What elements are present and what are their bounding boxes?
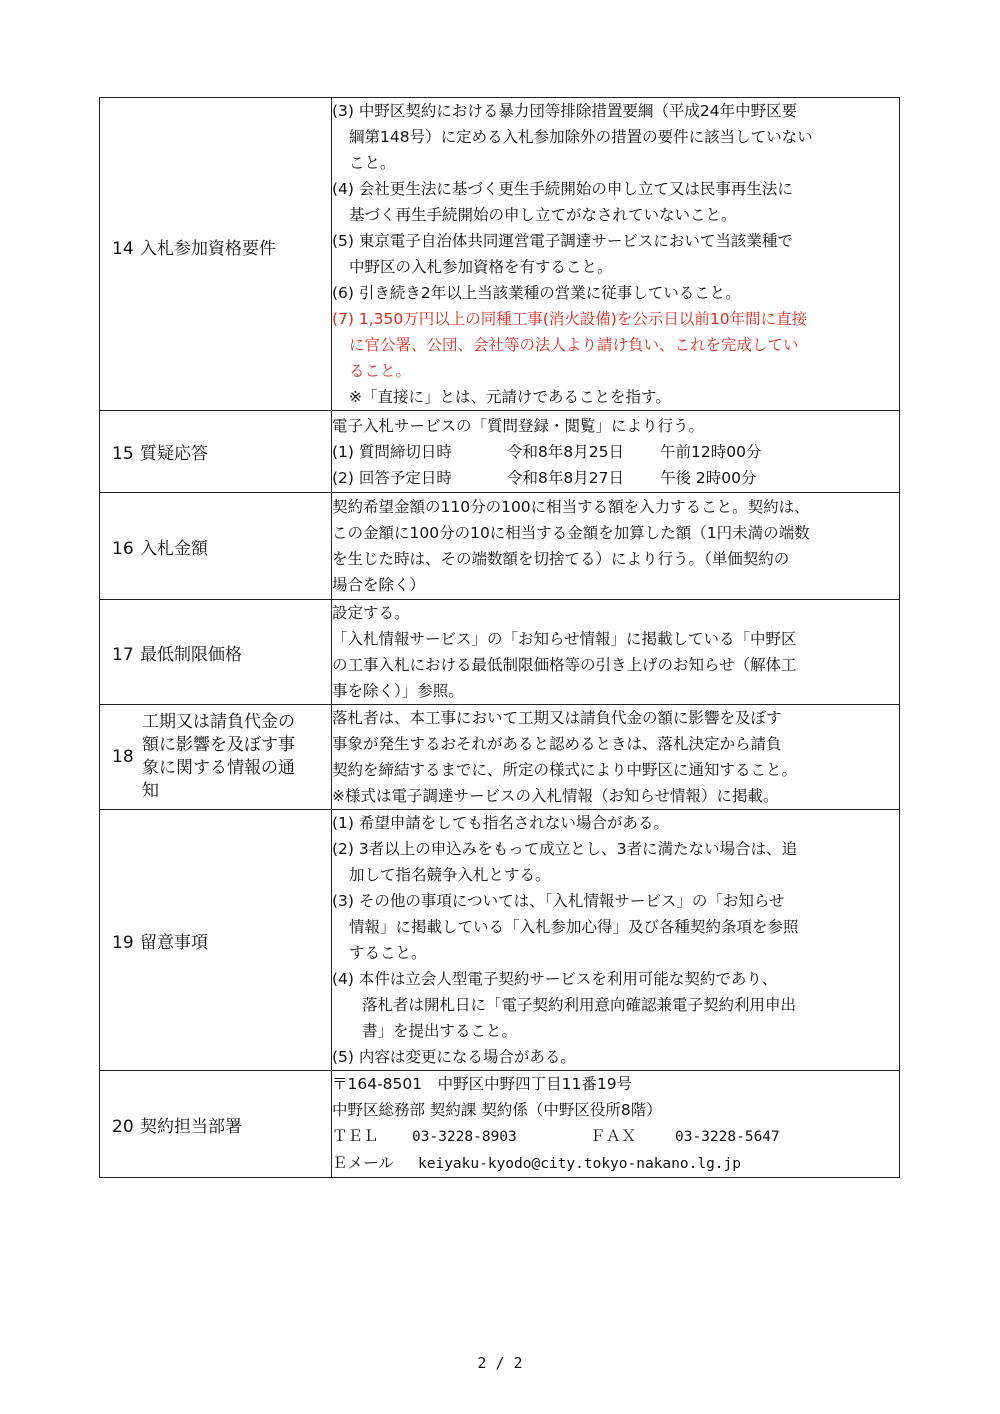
- text-line: 設定する。: [332, 604, 410, 622]
- schedule-date: 令和8年8月25日: [507, 442, 624, 461]
- row-number: 17: [112, 644, 134, 665]
- row-content: [332, 493, 900, 600]
- text-line: 書」を提出すること。: [362, 1022, 518, 1040]
- row-label: [100, 600, 332, 705]
- row-number: 19: [112, 932, 134, 953]
- row-number: 14: [112, 239, 134, 259]
- text-line: 中野区の入札参加資格を有すること。: [349, 258, 613, 276]
- fax-number: 03-3228-5647: [675, 1129, 780, 1145]
- row-number: 15: [112, 444, 134, 464]
- schedule-line: [332, 465, 899, 491]
- row-label: [100, 411, 332, 493]
- text-line: を生じた時は、その端数額を切捨てる）により行う。（単価契約の: [332, 550, 790, 568]
- email-address[interactable]: keiyaku-kyodo@city.tokyo-nakano.lg.jp: [418, 1156, 742, 1172]
- text-line: 情報」に掲載している「入札参加心得」及び各種契約条項を参照: [349, 918, 799, 936]
- schedule-time: 午前12時00分: [660, 442, 762, 461]
- text-line: (5) 内容は変更になる場合がある。: [332, 1048, 576, 1066]
- email-label: Ｅメール: [332, 1154, 394, 1172]
- text-line: (1) 希望申請をしても指名されない場合がある。: [332, 814, 669, 832]
- row-label: [100, 705, 332, 810]
- tel-number: 03-3228-8903: [412, 1129, 517, 1145]
- text-line: (2) 3者以上の申込みをもって成立とし、3者に満たない場合は、追: [332, 840, 798, 858]
- text-line: この金額に100分の10に相当する金額を加算した額（1円未満の端数: [332, 524, 810, 542]
- text-line: 「入札情報サービス」の「お知らせ情報」に掲載している「中野区: [332, 630, 797, 648]
- phone-fax-line: [332, 1123, 899, 1150]
- row-title: 入札参加資格要件: [140, 239, 276, 259]
- text-line: 場合を除く）: [332, 576, 426, 594]
- table-row: [100, 810, 900, 1071]
- row-label: [100, 98, 332, 411]
- text-line: 落札者は開札日に「電子契約利用意向確認兼電子契約利用申出: [362, 996, 797, 1014]
- text-line: (4) 本件は立会人型電子契約サービスを利用可能な契約であり、: [332, 970, 778, 988]
- text-line: 落札者は、本工事において工期又は請負代金の額に影響を及ぼす: [332, 709, 782, 727]
- table-row: [100, 98, 900, 411]
- row-content: [332, 600, 900, 705]
- note-line: ※様式は電子調達サービスの入札情報（お知らせ情報）に掲載。: [332, 787, 779, 805]
- row-title: 質疑応答: [140, 444, 208, 464]
- row-content: [332, 98, 900, 411]
- highlighted-requirement-line: に官公署、公団、会社等の法人より請け負い、これを完成してい: [349, 336, 799, 354]
- highlighted-requirement-line: (7) 1,350万円以上の同種工事(消火設備)を公示日以前10年間に直接: [332, 310, 808, 328]
- table-row: [100, 411, 900, 493]
- row-label: [100, 493, 332, 600]
- row-title-line: 象に関する情報の通: [142, 758, 295, 778]
- table-row: [100, 705, 900, 810]
- text-line: 基づく再生手続開始の申し立てがなされていないこと。: [349, 206, 737, 224]
- text-line: 事を除く）」参照。: [332, 682, 464, 700]
- schedule-label: (2) 回答予定日時: [332, 468, 452, 487]
- text-line: こと。: [349, 154, 396, 172]
- schedule-line: [332, 439, 899, 465]
- schedule-date: 令和8年8月27日: [507, 468, 624, 487]
- text-line: (3) その他の事項については、「入札情報サービス」の「お知らせ: [332, 892, 785, 910]
- schedule-time: 午後 2時00分: [660, 468, 757, 487]
- row-content: [332, 1071, 900, 1178]
- highlighted-requirement-line: ること。: [349, 362, 412, 380]
- table-row: [100, 1071, 900, 1178]
- tel-label: ＴＥＬ: [332, 1127, 379, 1145]
- row-title: 留意事項: [140, 932, 208, 953]
- email-line: [332, 1150, 899, 1177]
- department-name: 中野区総務部 契約課 契約係（中野区役所8階）: [332, 1101, 662, 1119]
- text-line: 加して指名競争入札とする。: [349, 866, 551, 884]
- page-number: 2 / 2: [477, 1354, 523, 1372]
- row-number: 18: [112, 747, 134, 767]
- text-line: (6) 引き続き2年以上当該業種の営業に従事していること。: [332, 284, 741, 302]
- row-content: [332, 411, 900, 493]
- row-title: 契約担当部署: [140, 1116, 242, 1137]
- fax-label: ＦＡＸ: [590, 1127, 637, 1145]
- table-row: [100, 493, 900, 600]
- row-title: [142, 711, 317, 803]
- text-line: 事象が発生するおそれがあると認めるときは、落札決定から請負: [332, 735, 782, 753]
- text-line: 綱第148号）に定める入札参加除外の措置の要件に該当していない: [349, 128, 813, 146]
- row-number: 16: [112, 538, 134, 559]
- row-title: 入札金額: [140, 538, 208, 559]
- schedule-label: (1) 質問締切日時: [332, 442, 452, 461]
- tender-conditions-table: [99, 97, 900, 1178]
- row-title-line: 額に影響を及ぼす事: [142, 735, 295, 755]
- text-line: 電子入札サービスの「質問登録・閲覧」により行う。: [332, 416, 705, 435]
- row-title-line: 知: [142, 781, 159, 801]
- row-content: [332, 810, 900, 1071]
- table-row: [100, 600, 900, 705]
- note-line: ※「直接に」とは、元請けであることを指す。: [349, 388, 671, 406]
- row-title-line: 工期又は請負代金の: [142, 712, 295, 732]
- row-content: [332, 705, 900, 810]
- row-label: [100, 1071, 332, 1178]
- row-number: 20: [112, 1116, 134, 1137]
- text-line: の工事入札における最低制限価格等の引き上げのお知らせ（解体工: [332, 656, 797, 674]
- text-line: (3) 中野区契約における暴力団等排除措置要綱（平成24年中野区要: [332, 102, 798, 120]
- text-line: 契約を締結するまでに、所定の様式により中野区に通知すること。: [332, 761, 798, 779]
- text-line: (5) 東京電子自治体共同運営電子調達サービスにおいて当該業種で: [332, 232, 793, 250]
- postal-address: 〒164-8501 中野区中野四丁目11番19号: [332, 1075, 633, 1093]
- text-line: (4) 会社更生法に基づく更生手続開始の申し立て又は民事再生法に: [332, 180, 793, 198]
- row-label: [100, 810, 332, 1071]
- text-line: すること。: [349, 944, 427, 962]
- row-title: 最低制限価格: [140, 644, 242, 665]
- text-line: 契約希望金額の110分の100に相当する額を入力すること。契約は、: [332, 498, 810, 516]
